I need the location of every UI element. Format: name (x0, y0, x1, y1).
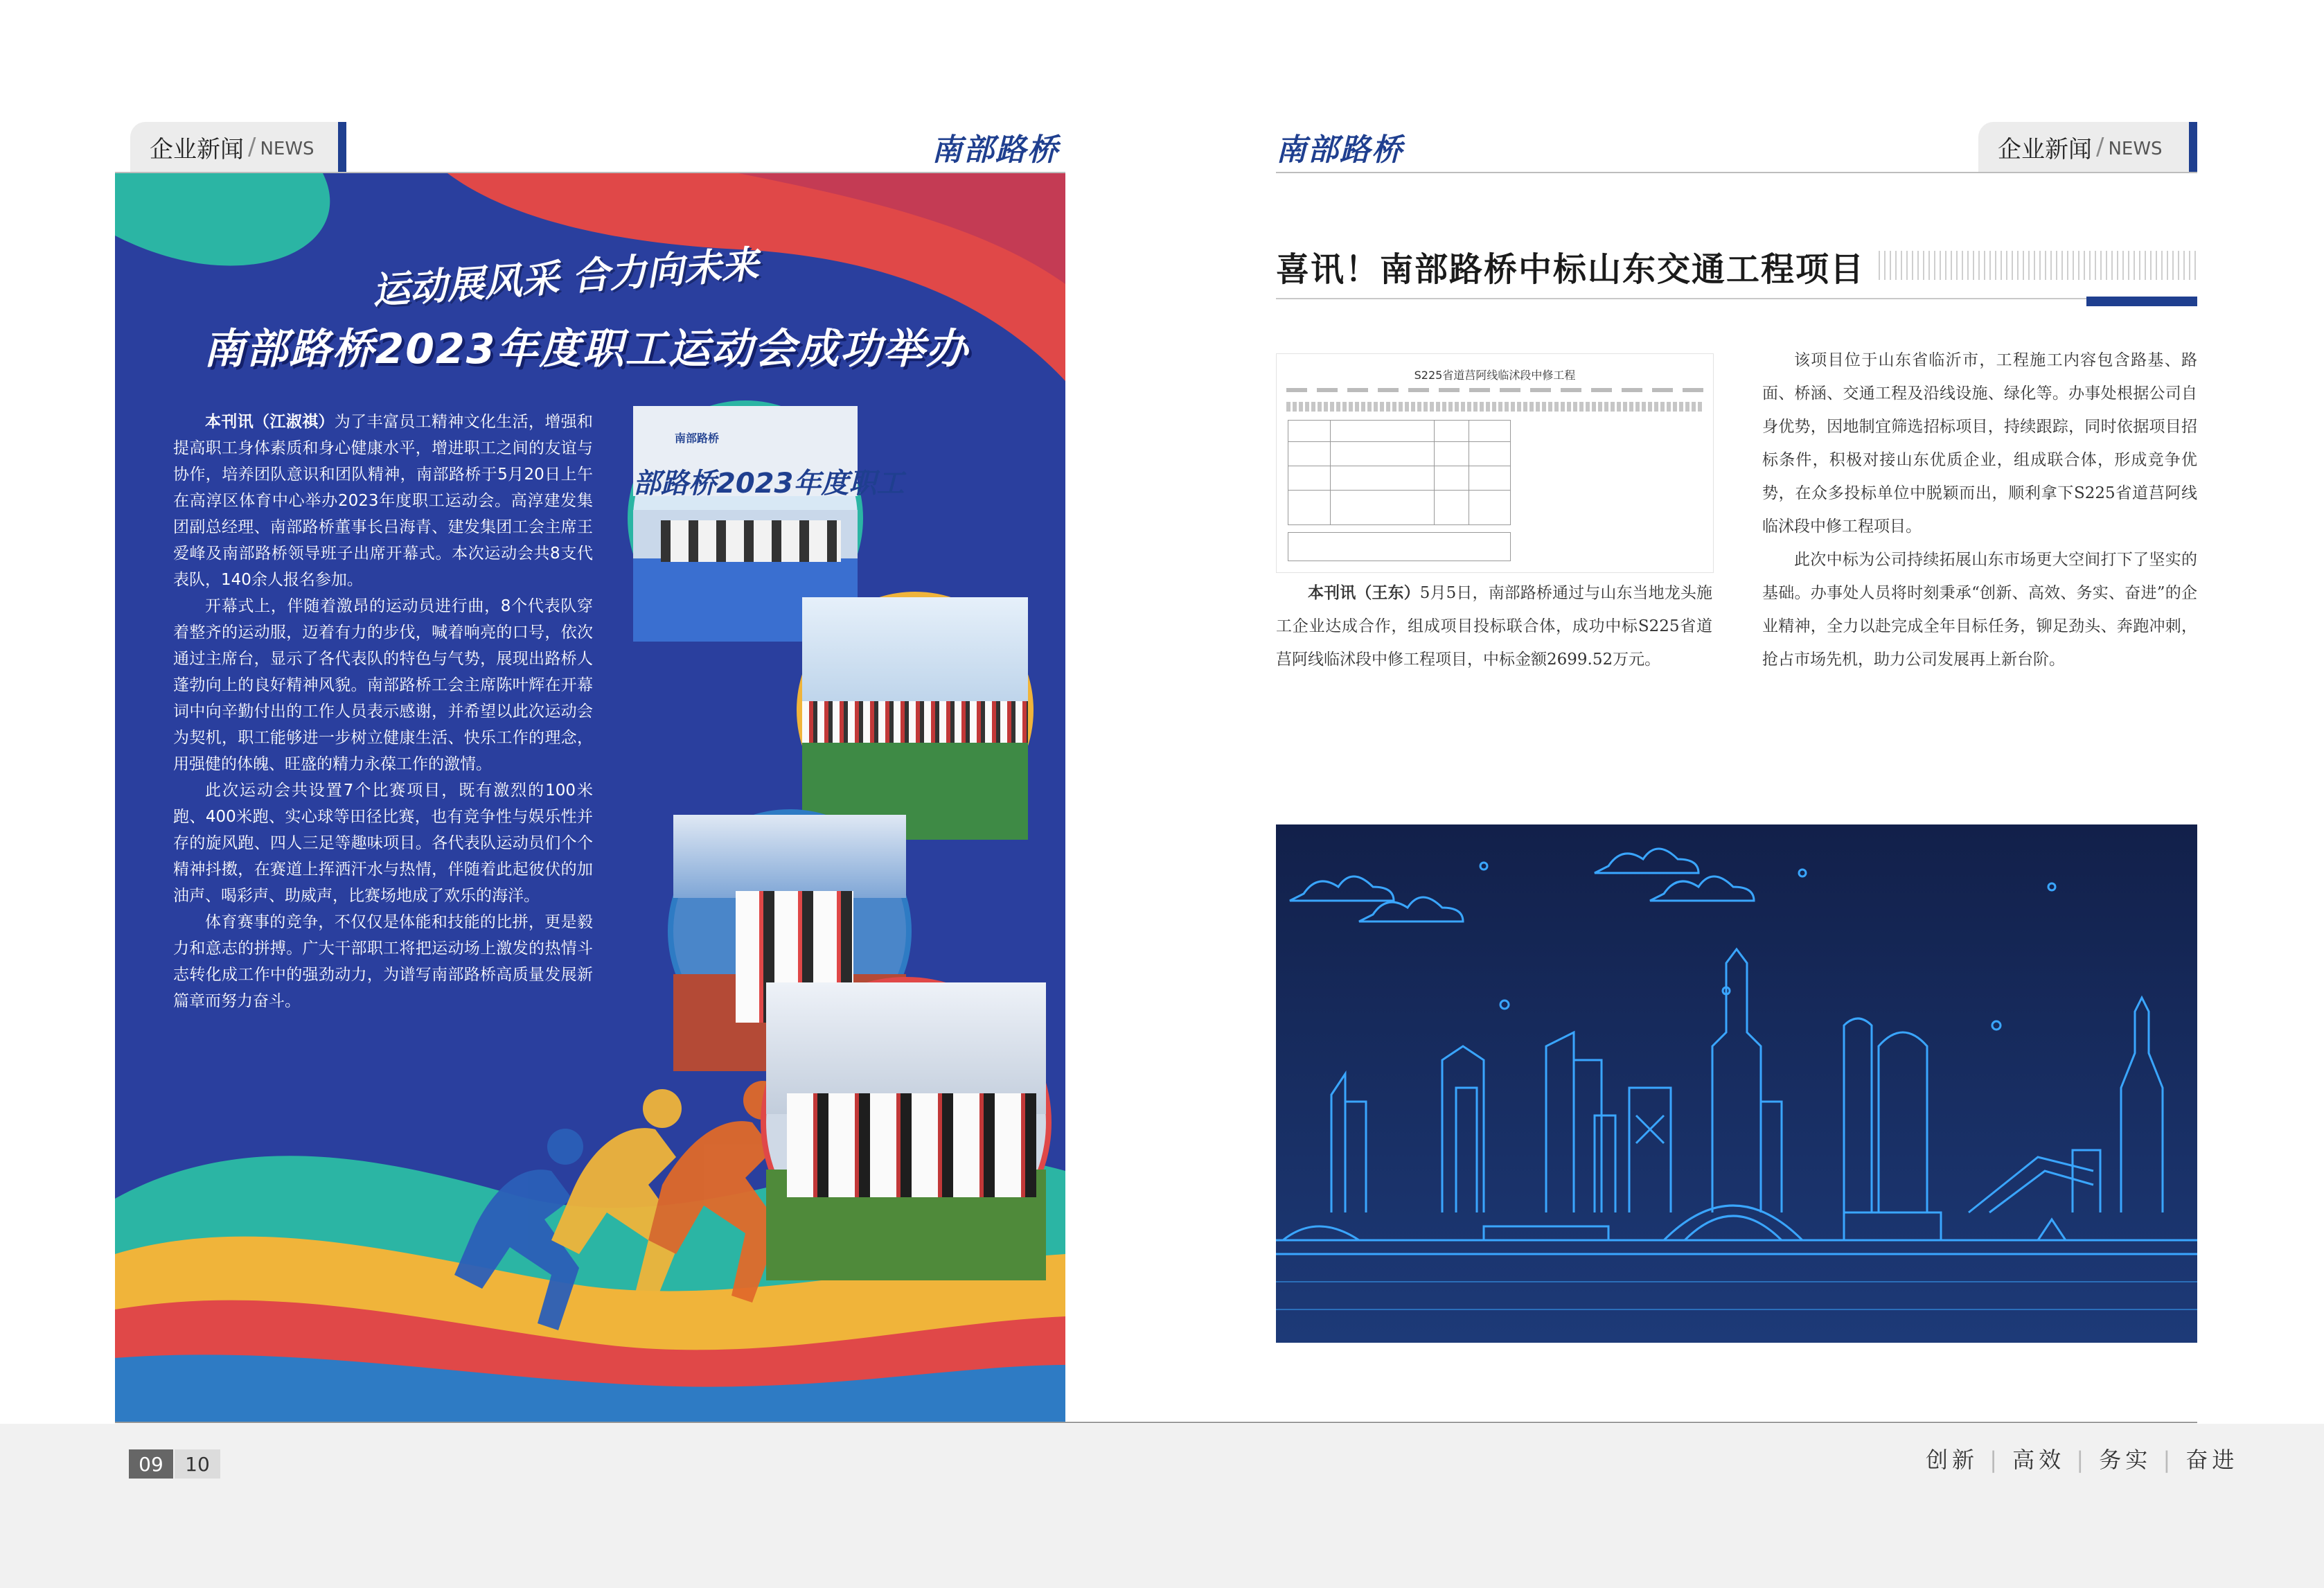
article-paragraph-2 (173, 593, 593, 777)
section-tab-right (1978, 122, 2197, 172)
poster-title: 南部路桥2023年度职工运动会成功举办 (203, 325, 969, 373)
headline: 喜讯！南部路桥中标山东交通工程项目 (1276, 250, 1865, 289)
headline-underline-accent (2086, 297, 2197, 306)
city-skyline-illustration (1276, 824, 2197, 1343)
article-lead: 本刊讯（江淑祺） (205, 413, 335, 431)
photo-tug-of-war (761, 977, 1052, 1268)
sports-meet-poster (115, 173, 1065, 1422)
tab-accent-bar (2189, 122, 2197, 172)
article-paragraph-1 (173, 409, 593, 593)
article-text: 体育赛事的竞争，不仅仅是体能和技能的比拼，更是毅力和意志的拼搏。广大干部职工将把运动场上激发的热情斗志转化成工作中的强劲动力，为谱写南部路桥高质量发展新篇章而努力奋斗。 (173, 913, 593, 1010)
article-paragraph-4 (173, 909, 593, 1014)
news-lead: 本刊讯（王东） (1308, 583, 1420, 602)
footer-rule (115, 1422, 2197, 1423)
skyline-drawing (1276, 824, 2197, 1343)
header-rule-right (1276, 172, 2197, 173)
motto-word: 创新 (1926, 1447, 1979, 1473)
tab-accent-bar (338, 122, 346, 172)
footer-motto: 创新 | 高效 | 务实 | 奋进 (1926, 1447, 2239, 1473)
headline-dotted-decoration (1879, 251, 2197, 280)
tab-slash: / (248, 133, 256, 161)
brand-logo-right: 南部路桥 (1276, 132, 1403, 168)
motto-word: 奋进 (2185, 1447, 2239, 1473)
section-tab-cn: 企业新闻 (150, 135, 244, 164)
news-text: 5月5日，南部路桥通过与山东当地龙头施工企业达成合作，组成项目投标联合体，成功中标S225省道莒阿线临沭段中修工程项目，中标金额2699.52万元。 (1276, 584, 1712, 669)
photo-logo-text: 南部路桥 (675, 432, 720, 445)
headline-underline (1276, 298, 2086, 299)
motto-word: 高效 (2012, 1447, 2066, 1473)
poster-article (173, 409, 593, 1014)
article-text: 此次运动会共设置7个比赛项目，既有激烈的100米跑、400米跑、实心球等田径比赛，也有竞争性与娱乐性并存的旋风跑、四人三足等趣味项目。各代表队运动员们个个精神抖擞，在赛道上挥洒汗水与热情，伴随着此起彼伏的加油声、喝彩声、助威声，比赛场地成了欢乐的海洋。 (173, 782, 593, 905)
poster-slogan: 运动展风采 合力向未来 (371, 242, 761, 313)
article-paragraph-3 (173, 777, 593, 909)
photo-banner-text: 部路桥2023年度职工 (633, 468, 905, 500)
section-tab-left (130, 122, 346, 172)
tab-slash: / (2096, 133, 2104, 161)
news-paragraph: 此次中标为公司持续拓展山东市场更大空间打下了坚实的基础。办事处人员将时刻秉承“创新、高效、务实、奋进”的企业精神，全力以赴完成全年目标任务，铆足劲头、奔跑冲刺，抢占市场先机，助力公司发展再上新台阶。 (1762, 551, 2197, 669)
article-text: 为了丰富员工精神文化生活，增强和提高职工身体素质和身心健康水平，增进职工之间的友谊与协作，培养团队意识和团队精神，南部路桥于5月20日上午在高淳区体育中心举办2023年度职工运动会。高淳建发集团副总经理、南部路桥董事长吕海青、建发集团工会主席王爱峰及南部路桥领导班子出席开幕式。本次运动会共8支代表队，140余人报名参加。 (173, 413, 594, 589)
news-column-1 (1276, 576, 1712, 676)
brand-logo-left: 南部路桥 (932, 132, 1059, 168)
news-paragraph: 该项目位于山东省临沂市，工程施工内容包含路基、路面、桥涵、交通工程及沿线设施、绿化等。办事处根据公司自身优势，因地制宜筛选招标项目，持续跟踪，同时依据项目招标条件，积极对接山东优质企业，组成联合体，形成竞争优势，在众多投标单位中脱颖而出，顺利拿下S225省道莒阿线临沭段中修工程项目。 (1762, 351, 2197, 536)
article-text: 开幕式上，伴随着激昂的运动员进行曲，8个代表队穿着整齐的运动服，迈着有力的步伐，喊着响亮的口号，依次通过主席台，显示了各代表队的特色与气势，展现出路桥人蓬勃向上的良好精神风貌。南部路桥工会主席陈叶辉在开幕词中向辛勤付出的工作人员表示感谢，并希望以此次运动会为契机，职工能够进一步树立健康生活、快乐工作的理念，用强健的体魄、旺盛的精力永葆工作的激情。 (173, 597, 593, 773)
section-tab-en: NEWS (260, 139, 314, 159)
page-number-left: 09 (129, 1449, 173, 1479)
motto-word: 务实 (2099, 1447, 2152, 1473)
photo-athlete-parade (797, 592, 1034, 829)
bid-notice-title: S225省道莒阿线临沭段中修工程 (1414, 369, 1576, 382)
bid-notice-image (1276, 353, 1714, 573)
section-tab-en: NEWS (2108, 139, 2163, 159)
news-column-2 (1762, 344, 2197, 676)
section-tab-cn: 企业新闻 (1998, 135, 2092, 164)
page-number-right: 10 (175, 1449, 220, 1479)
